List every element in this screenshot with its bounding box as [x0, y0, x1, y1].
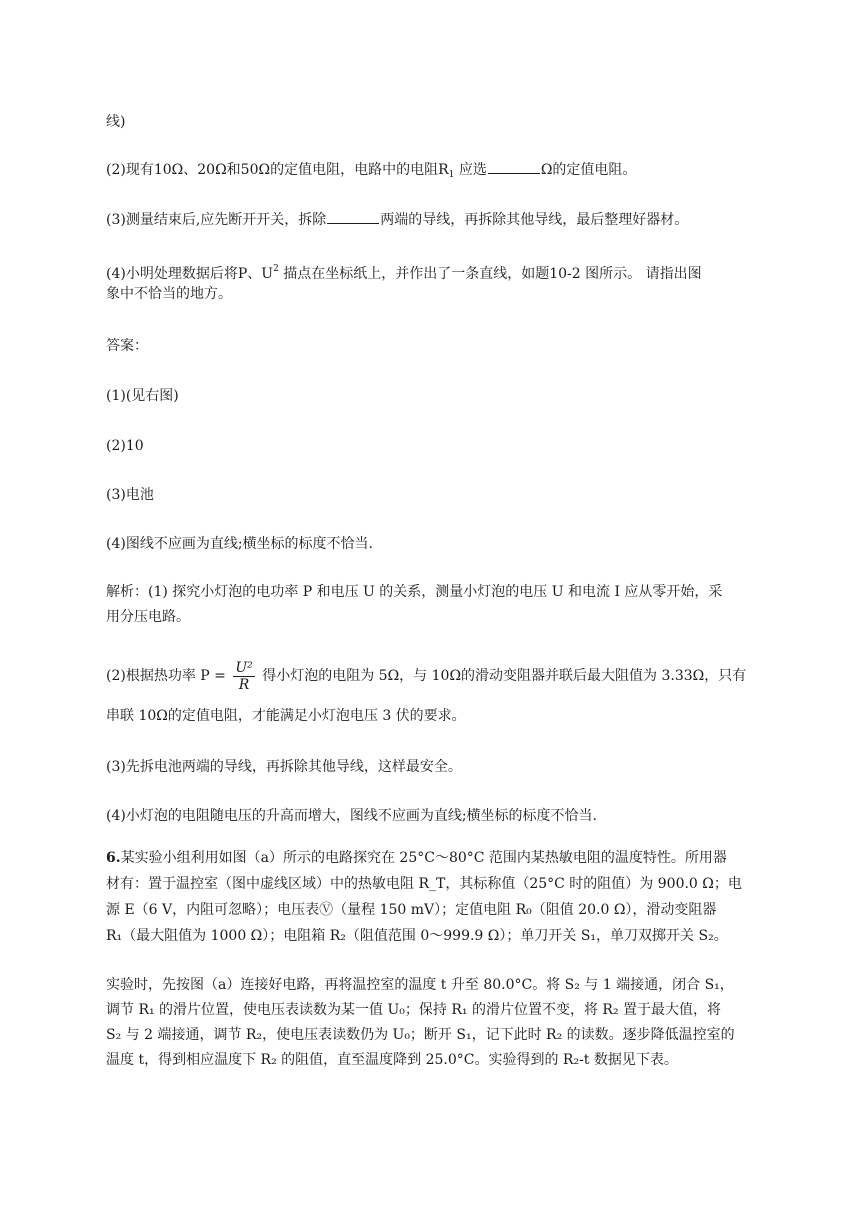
question-6-text: 某实验小组利用如图（a）所示的电路探究在 25°C～80°C 范围内某热敏电阻的温度特性。所用器: [120, 850, 727, 866]
fraction-denominator: R: [238, 676, 250, 693]
analysis-line: (3)先拆电池两端的导线，再拆除其他导线，这样最安全。: [106, 759, 462, 775]
text-line: 实验时，先按图（a）连接好电路，再将温控室的温度 t 升至 80.0°C。将 S₂ 与 1 端接通，闭合 S₁，: [106, 977, 734, 993]
question-4-text: (4)小明处理数据后将P、U: [106, 266, 274, 282]
power-formula-fraction: [233, 660, 254, 693]
text-line: 调节 R₁ 的滑片位置，使电压表读数为某一值 U₀；保持 R₁ 的滑片位置不变，将 R₂ 置于最大值，将: [106, 1002, 722, 1018]
answer-3: (3)电池: [106, 487, 154, 503]
text-line: 材有：置于温控室（图中虚线区域）中的热敏电阻 R_T，其标称值（25°C 时的阻值）为 900.0 Ω；电: [106, 876, 742, 892]
analysis-2-text: (2)根据热功率 P =: [106, 668, 231, 684]
analysis-line: 用分压电路。: [106, 609, 190, 625]
question-3-text: (3)测量结束后,应先断开开关，拆除: [106, 212, 327, 228]
subscript: 1: [448, 170, 455, 180]
question-2-text-c: Ω的定值电阻。: [540, 162, 637, 178]
question-4-line: [106, 259, 756, 284]
question-3-line: [106, 210, 756, 230]
text-line: S₂ 与 2 端接通，调节 R₂，使电压表读数仍为 U₀；断开 S₁，记下此时 R₂ 的读数。逐步降低温控室的: [106, 1027, 735, 1043]
analysis-2-line: [106, 658, 756, 694]
question-2-text: (2)现有10Ω、20Ω和50Ω的定值电阻，电路中的电阻R: [106, 162, 449, 178]
question-6-line: [106, 848, 756, 868]
question-2-line: [106, 160, 756, 185]
question-2-text-b: 应选: [454, 162, 487, 178]
text-line: 象中不恰当的地方。: [106, 286, 232, 302]
answer-1: (1)(见右图): [106, 388, 179, 404]
answer-blank: [488, 160, 540, 174]
analysis-line: 解析：(1) 探究小灯泡的电功率 P 和电压 U 的关系，测量小灯泡的电压 U 和电流 I 应从零开始，采: [106, 584, 723, 600]
analysis-line: (4)小灯泡的电阻随电压的升高而增大，图线不应画为直线;横坐标的标度不恰当.: [106, 808, 597, 824]
text-line: R₁（最大阻值为 1000 Ω）；电阻箱 R₂（阻值范围 0～999.9 Ω）；单刀开关 S₁，单刀双掷开关 S₂。: [106, 928, 728, 944]
answer-4: (4)图线不应画为直线;横坐标的标度不恰当.: [106, 536, 373, 552]
text-line: 线): [106, 114, 126, 130]
answer-2: (2)10: [106, 438, 144, 454]
question-3-text-b: 两端的导线，再拆除其他导线，最后整理好器材。: [380, 212, 689, 228]
fraction-numerator: U²: [235, 659, 253, 676]
text-line: 温度 t，得到相应温度下 R₂ 的阻值，直至温度降到 25.0°C。实验得到的 R₂-t 数据见下表。: [106, 1052, 678, 1068]
question-4-text-b: 描点在坐标纸上，并作出了一条直线，如题10-2 图所示。 请指出图: [278, 266, 702, 282]
superscript: 2: [273, 264, 279, 274]
question-number: 6.: [106, 850, 121, 866]
text-line: 源 E（6 V，内阻可忽略）；电压表Ⓥ（量程 150 mV）；定值电阻 R₀（阻值 20.0 Ω），滑动变阻器: [106, 902, 717, 918]
answer-blank: [327, 210, 379, 224]
answer-heading: 答案：: [106, 338, 148, 354]
analysis-line: 串联 10Ω的定值电阻，才能满足小灯泡电压 3 伏的要求。: [106, 708, 466, 724]
analysis-2-text-b: 得小灯泡的电阻为 5Ω，与 10Ω的滑动变阻器并联后最大阻值为 3.33Ω，只有: [257, 668, 747, 684]
